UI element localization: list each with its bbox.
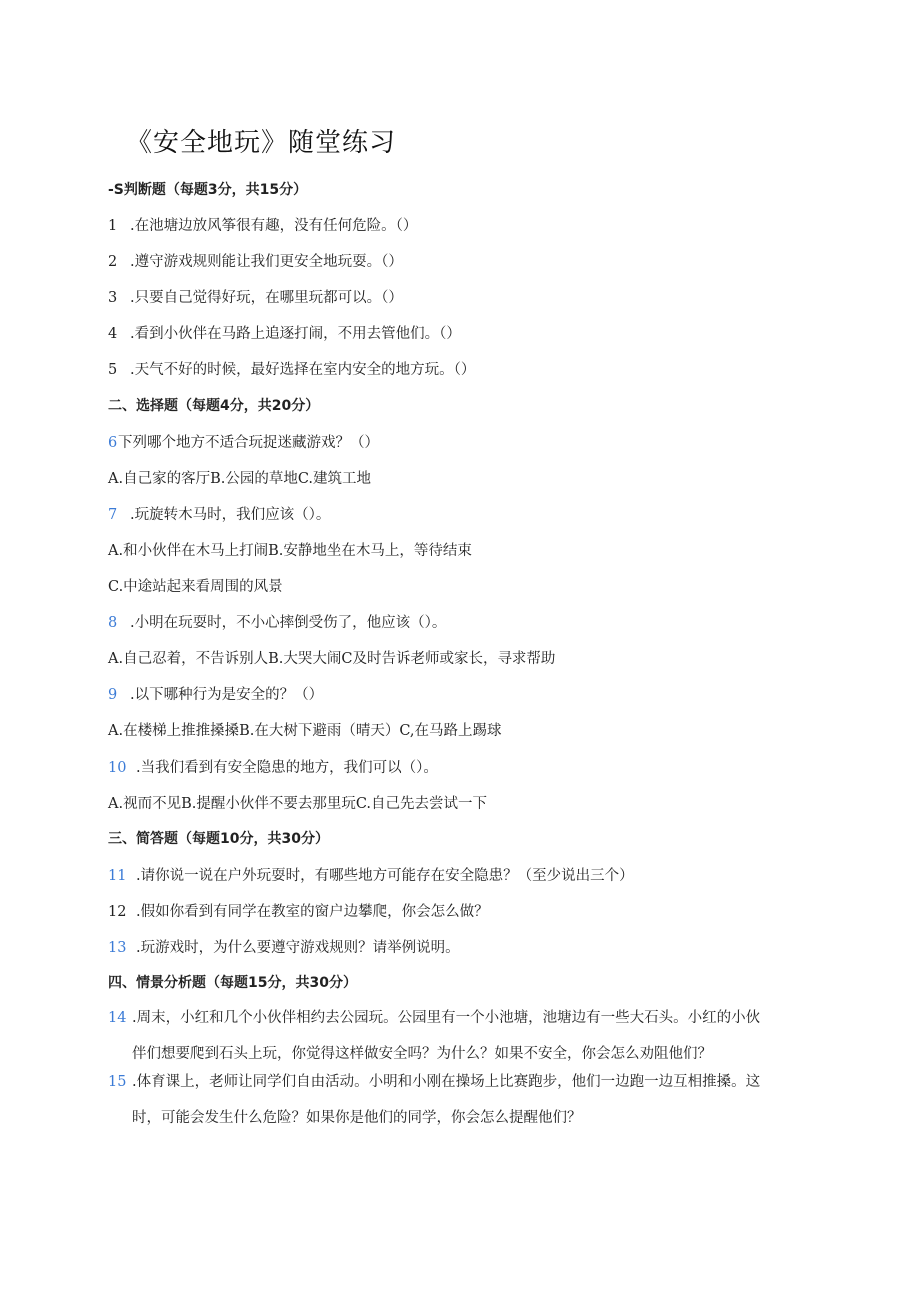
question-number: 4 — [108, 326, 118, 342]
question-text: .在池塘边放风筝很有趣，没有任何危险。（） — [130, 218, 418, 234]
section-heading-judge: -S判断题（每题3分，共15分） — [108, 182, 308, 198]
question-9 — [108, 683, 323, 704]
question-number: 13 — [108, 940, 127, 956]
question-2 — [108, 250, 403, 271]
question-14 — [108, 1000, 808, 1072]
question-12 — [108, 900, 489, 921]
question-number: 5 — [108, 362, 118, 378]
question-7-options-cont: C.中途站起来看周围的风景 — [108, 579, 283, 595]
question-11 — [108, 864, 634, 885]
question-text-line1: .体育课上，老师让同学们自由活动。小明和小刚在操场上比赛跑步，他们一边跑一边互相推搡。这 — [132, 1074, 761, 1090]
question-15 — [108, 1064, 808, 1136]
question-3 — [108, 286, 403, 307]
question-text: .假如你看到有同学在教室的窗户边攀爬，你会怎么做？ — [136, 904, 489, 920]
question-number: 15 — [108, 1074, 127, 1090]
question-text: .只要自己觉得好玩，在哪里玩都可以。（） — [130, 290, 403, 306]
question-text-line2: 时，可能会发生什么危险？如果你是他们的同学，你会怎么提醒他们？ — [132, 1110, 582, 1126]
question-13 — [108, 936, 460, 957]
question-text: .遵守游戏规则能让我们更安全地玩耍。（） — [130, 254, 403, 270]
section-heading-scenario: 四、情景分析题（每题15分，共30分） — [108, 975, 357, 991]
question-number: 7 — [108, 507, 118, 523]
question-5 — [108, 358, 475, 379]
question-1 — [108, 214, 417, 235]
question-number: 9 — [108, 687, 118, 703]
question-number: 2 — [108, 254, 118, 270]
question-9-options: A.在楼梯上推推搡搡B.在大树下避雨（晴天）C,在马路上踢球 — [108, 723, 502, 739]
section-heading-choice: 二、选择题（每题4分，共20分） — [108, 398, 320, 414]
question-number: 8 — [108, 615, 118, 631]
question-10 — [108, 756, 438, 777]
question-text: .看到小伙伴在马路上追逐打闹，不用去管他们。（） — [130, 326, 461, 342]
question-4 — [108, 322, 461, 343]
question-7-options: A.和小伙伴在木马上打闹B.安静地坐在木马上，等待结束 — [108, 543, 472, 559]
question-text: .以下哪种行为是安全的？（） — [130, 687, 324, 703]
question-number: 6 — [108, 435, 118, 451]
question-text: 下列哪个地方不适合玩捉迷藏游戏？（） — [118, 435, 379, 451]
question-number: 3 — [108, 290, 118, 306]
question-number: 14 — [108, 1010, 127, 1026]
question-text: .小明在玩耍时，不小心摔倒受伤了，他应该（）。 — [130, 615, 447, 631]
question-number: 1 — [108, 218, 118, 234]
question-text-line2: 伴们想要爬到石头上玩，你觉得这样做安全吗？为什么？如果不安全，你会怎么劝阻他们？ — [132, 1046, 712, 1062]
page-title: 《安全地玩》随堂练习 — [126, 128, 397, 158]
question-8 — [108, 611, 446, 632]
question-text: .玩游戏时，为什么要遵守游戏规则？请举例说明。 — [136, 940, 460, 956]
question-number: 11 — [108, 868, 127, 884]
question-text: .玩旋转木马时，我们应该（）。 — [130, 507, 331, 523]
question-number: 12 — [108, 904, 127, 920]
question-number: 10 — [108, 760, 127, 776]
question-7 — [108, 503, 330, 524]
question-6-options: A.自己家的客厅B.公园的草地C.建筑工地 — [108, 471, 372, 487]
section-heading-short-answer: 三、简答题（每题10分，共30分） — [108, 831, 329, 847]
question-10-options: A.视而不见B.提醒小伙伴不要去那里玩C.自己先去尝试一下 — [108, 796, 488, 812]
question-8-options: A.自己忍着，不告诉别人B.大哭大闹C及时告诉老师或家长，寻求帮助 — [108, 651, 556, 667]
question-6 — [108, 431, 379, 452]
question-text: .天气不好的时候，最好选择在室内安全的地方玩。（） — [130, 362, 476, 378]
question-text-line1: .周末，小红和几个小伙伴相约去公园玩。公园里有一个小池塘，池塘边有一些大石头。小红的小伙 — [132, 1010, 761, 1026]
question-text: .当我们看到有安全隐患的地方，我们可以（）。 — [136, 760, 438, 776]
question-text: .请你说一说在户外玩耍时，有哪些地方可能存在安全隐患？（至少说出三个） — [136, 868, 634, 884]
